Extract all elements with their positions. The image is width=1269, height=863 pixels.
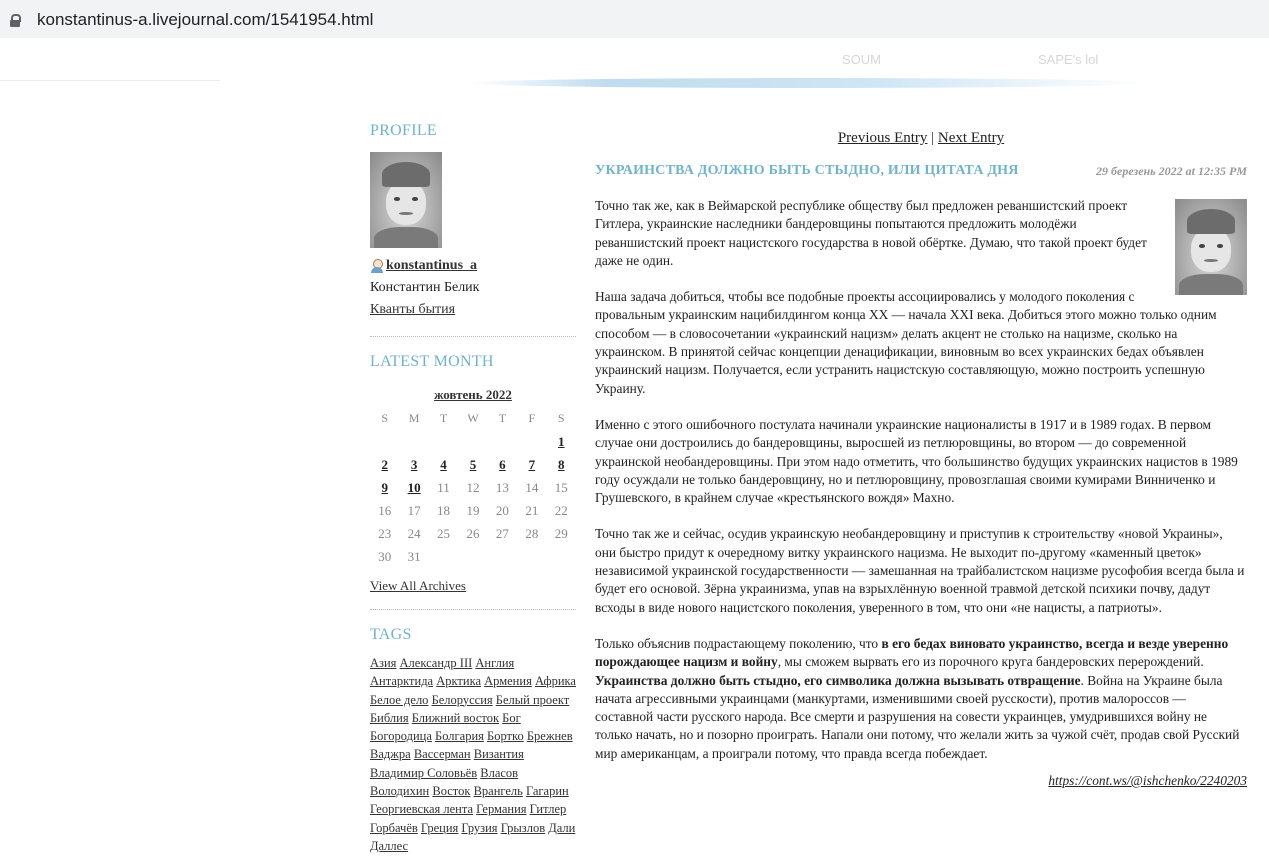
sidebar [370, 122, 576, 855]
calendar-day[interactable]: 3 [410, 456, 418, 472]
username-row [370, 258, 576, 274]
calendar-empty [429, 545, 458, 568]
calendar-day[interactable]: 5 [469, 456, 477, 472]
paragraph: Точно так же, как в Веймарской республике обществу был предложен реваншистский проект Гитлера, украинские наследники бандеровщины попытаются предложить молодёжи реваншистский проект нацистского государства в новой обёртке. Думаю, что такой проект будет даже не один. [595, 198, 1147, 268]
calendar-empty [458, 430, 487, 453]
weekday-header: T [498, 411, 507, 425]
calendar-day: 11 [437, 479, 450, 495]
entry-date: 29 березень 2022 at 12:35 PM [1096, 164, 1247, 178]
tag-link[interactable]: Георгиевская лента [370, 802, 474, 817]
calendar-day: 21 [525, 502, 539, 518]
paragraph: Наша задача добиться, чтобы все подобные проекты ассоциировались у молодого поколения с провальным украинским нацибилдингом конца XX — начала XXI века. Добиться этого можно только одним способом — в словосочетании «украинский нацизм» делать акцент не столько на нацизме, сколько на украинском. В принятой сейчас концепции денацификации, виновным во всех украинских бедах объявлен украинский нацизм. Получается, если устранить нацистскую составляющую, можно построить успешную Украину. [595, 289, 1217, 396]
calendar-empty [547, 545, 576, 568]
tag-link[interactable]: Белый проект [495, 692, 570, 707]
calendar-day: 24 [407, 525, 421, 541]
tag-link[interactable]: Бортко [487, 729, 524, 744]
header-divider [0, 80, 220, 81]
paragraph: Точно так же и сейчас, осудив украинскую необандеровщину и приступив к строительству «новой Украины», они быстро придут к очередному витку украинского нацизма. Не выходит по-другому «каменный цветок» независимой украинской государственности — замешанная на трайбалистском нацизме русофобия всегда была и будет его основой. Зёрна украинизма, упав на взрыхлённую военной травмой детской психики почву, дадут всходы в виде нового нацистского поколения, уверенного в том, что они «не нацисты, а патриоты». [595, 526, 1245, 615]
calendar-day: 27 [495, 525, 509, 541]
calendar-day[interactable]: 6 [499, 456, 506, 472]
weekday-header: W [467, 411, 479, 425]
tag-link[interactable]: Библия [370, 710, 409, 725]
entry-userpic [1175, 199, 1247, 295]
next-entry-link[interactable]: Next Entry [937, 130, 1005, 146]
tag-link[interactable]: Владимир Соловьёв [370, 765, 478, 780]
calendar-day: 23 [378, 525, 392, 541]
tag-link[interactable]: Богородица [370, 729, 432, 744]
profile-avatar[interactable] [370, 152, 442, 248]
weekday-header: M [408, 411, 420, 425]
weekday-header: S [557, 411, 565, 425]
weekday-header: S [381, 411, 389, 425]
calendar-day: 14 [525, 479, 539, 495]
calendar-empty [458, 545, 487, 568]
view-all-archives-link[interactable]: View All Archives [370, 578, 466, 593]
calendar-empty [517, 430, 546, 453]
tag-link[interactable]: Врангель [473, 784, 523, 799]
calendar-empty [399, 430, 428, 453]
bold-text: в его бедах виновато украинство, всегда и везде уверенно порождающее нацизм и войну [595, 635, 1229, 670]
tag-link[interactable]: Белое дело [370, 692, 429, 707]
tag-link[interactable]: Володихин [370, 784, 430, 799]
calendar-day: 26 [466, 525, 480, 541]
real-name: Константин Белик [370, 280, 480, 295]
text-run: Только объяснив подрастающему поколению, что [595, 635, 882, 651]
source-link[interactable]: https://cont.ws/@ishchenko/2240203 [1048, 773, 1247, 789]
header-wave-decoration [470, 78, 1150, 88]
tag-link[interactable]: Ближний восток [411, 710, 500, 725]
nav-separator: | [931, 130, 935, 146]
calendar-empty [517, 545, 546, 568]
tag-link[interactable]: Германия [476, 802, 527, 817]
calendar-day: 31 [407, 548, 421, 564]
tag-link[interactable]: Византия [473, 747, 524, 762]
tag-link[interactable]: Ваджра [370, 747, 411, 762]
header-nav-item[interactable]: SAPE's lol [1038, 52, 1099, 67]
calendar-empty [488, 430, 517, 453]
tag-link[interactable]: Александр III [399, 656, 473, 670]
address-bar[interactable] [0, 2, 1269, 36]
calendar-day: 19 [466, 502, 480, 518]
entry-navigation [595, 130, 1247, 147]
calendar-day[interactable]: 4 [440, 456, 447, 472]
calendar-day[interactable]: 9 [381, 479, 388, 495]
calendar-day: 28 [525, 525, 539, 541]
tag-link[interactable]: Бог [502, 710, 521, 725]
tag-link[interactable]: Болгария [435, 729, 484, 744]
calendar-day[interactable]: 10 [407, 479, 421, 495]
url-text[interactable]: konstantinus-a.livejournal.com/1541954.html [37, 10, 374, 29]
entry [595, 130, 1247, 789]
source [595, 773, 1247, 789]
entry-body [595, 197, 1247, 763]
tag-cloud [370, 654, 578, 855]
calendar-day: 13 [495, 479, 509, 495]
calendar-empty [370, 430, 399, 453]
text-run: , мы сможем вырвать его из порочного круга бандеровских перерождений. [777, 654, 1204, 670]
calendar-day[interactable]: 2 [381, 456, 388, 472]
tag-link[interactable]: Вассерман [413, 747, 471, 762]
username-link[interactable]: konstantinus_a [386, 258, 478, 273]
bold-text: Украинства должно быть стыдно, его символика должна вызывать отвращение [595, 672, 1081, 688]
lock-icon[interactable] [10, 14, 20, 27]
text-run: . Война на Украине была начата агрессивными украинцами (манкуртами, изменившими своей русскости), против малороссов — составной части русского народа. Все смерти и разрушения на совести украинцев, умудрившихся войну не только начать, но и позорно проиграть. Напали они потому, что желали жить за чужой счёт, продав свой Русский мир американцам, а проиграли потому, что правда всегда побеждает. [595, 672, 1240, 761]
paragraph [595, 635, 1247, 763]
calendar-empty [488, 545, 517, 568]
tag-link[interactable]: Антарктида [370, 674, 434, 689]
calendar-day[interactable]: 1 [558, 433, 565, 449]
calendar-month-link[interactable]: жовтень 2022 [434, 387, 512, 402]
calendar-day: 22 [554, 502, 568, 518]
tag-link[interactable]: Азия [370, 656, 397, 670]
calendar-day[interactable]: 8 [558, 456, 565, 472]
divider [370, 336, 576, 337]
tag-link[interactable]: Англия [475, 656, 515, 670]
tag-link[interactable]: Гитлер [529, 802, 567, 817]
calendar-day: 20 [495, 502, 509, 518]
entry-header [595, 163, 1247, 183]
tag-link[interactable]: Белоруссия [431, 692, 493, 707]
profile-heading: PROFILE [370, 122, 437, 139]
tag-link[interactable]: Горбачёв [370, 820, 418, 835]
calendar-day: 12 [466, 479, 480, 495]
tag-link[interactable]: Восток [432, 784, 471, 799]
divider [370, 609, 576, 610]
tag-link[interactable]: Грызлов [500, 820, 546, 835]
calendar [370, 407, 576, 568]
tag-link[interactable]: Власов [480, 765, 519, 780]
weekday-header: T [439, 411, 448, 425]
entry-title: УКРАИНСТВА ДОЛЖНО БЫТЬ СТЫДНО, ИЛИ ЦИТАТА ДНЯ [595, 163, 1019, 178]
calendar-day: 15 [554, 479, 568, 495]
header-nav-item[interactable]: SOUM [842, 52, 881, 67]
latest-month-heading: LATEST MONTH [370, 353, 494, 370]
tag-link[interactable]: Грузия [461, 820, 498, 835]
tag-link[interactable]: Африка [534, 674, 576, 689]
calendar-day: 18 [437, 502, 451, 518]
browser-toolbar [0, 0, 1269, 38]
tag-link[interactable]: Даллес [370, 838, 409, 853]
calendar-day: 25 [437, 525, 451, 541]
tag-link[interactable]: Брежнев [526, 729, 573, 744]
calendar-day: 29 [554, 525, 568, 541]
tag-link[interactable]: Гагарин [525, 784, 569, 799]
calendar-day: 17 [407, 502, 421, 518]
weekday-header: F [528, 411, 536, 425]
tag-link[interactable]: Арктика [436, 674, 482, 689]
tags-heading: TAGS [370, 626, 412, 643]
previous-entry-link[interactable]: Previous Entry [837, 130, 928, 146]
calendar-day: 30 [378, 548, 392, 564]
calendar-day: 16 [378, 502, 392, 518]
paragraph: Именно с этого ошибочного постулата начинали украинские националисты в 1917 и в 1989 годах. В первом случае они достроились до бандеровщины, выросшей из петлюровщины, во втором — до современной украинской необандеровщины. При этом надо отметить, что большинство будущих украинских нацистов в 1989 году осуждали не только бандеровщину, но и петлюровщину, провозглашая своими кумирами Винниченко и Грушевского, в крайнем случае «крестьянского вождя» Махно. [595, 416, 1238, 506]
tag-link[interactable]: Дали [548, 820, 576, 835]
journal-link[interactable]: Кванты бытия [370, 302, 456, 317]
user-icon[interactable] [370, 258, 384, 274]
calendar-day[interactable]: 7 [528, 456, 536, 472]
calendar-empty [429, 430, 458, 453]
tag-link[interactable]: Армения [484, 674, 532, 689]
tag-link[interactable]: Греция [420, 820, 459, 835]
